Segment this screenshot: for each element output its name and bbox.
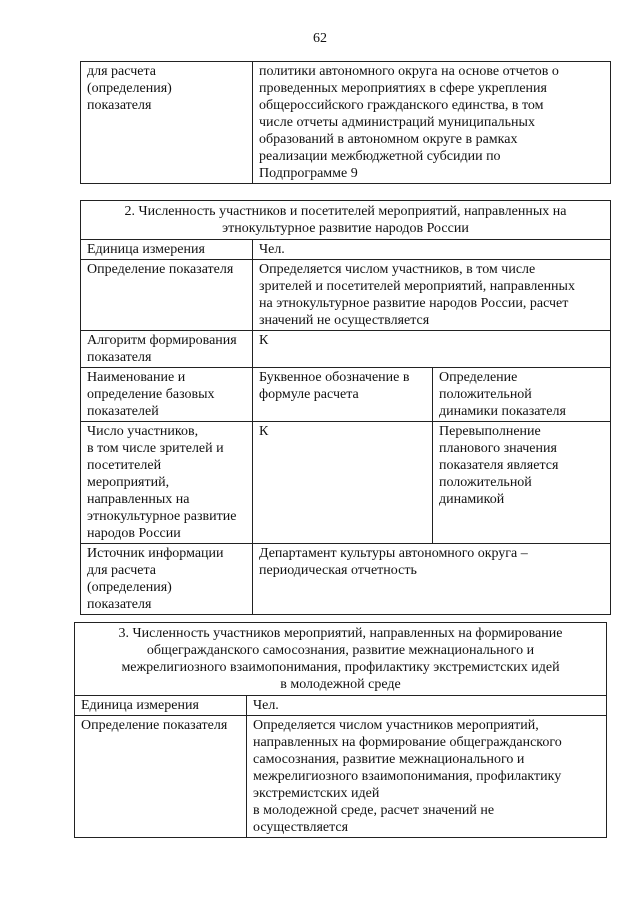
indicator-table-continued	[80, 61, 611, 184]
definition-label: Определение показателя	[81, 260, 253, 331]
table-row	[81, 368, 611, 422]
base-dynamics-label: Определение положительной динамики показателя	[433, 368, 611, 422]
table-header-row	[81, 201, 611, 240]
table-row	[75, 716, 607, 838]
definition-value: Определяется числом участников, в том числе зрителей и посетителей мероприятий, направленных на этнокультурное развитие народов России, расчет значений не осуществляется	[253, 260, 611, 331]
indicator-title: 3. Численность участников мероприятий, направленных на формирование общегражданского самосознания, развитие межнационального и межрелигиозного взаимопонимания, профилактику экстремистских идей в молодежной среде	[75, 623, 607, 696]
unit-value: Чел.	[253, 240, 611, 260]
count-dynamics: Перевыполнение планового значения показателя является положительной динамикой	[433, 422, 611, 544]
table-row	[75, 696, 607, 716]
unit-label: Единица измерения	[75, 696, 247, 716]
source-value: Департамент культуры автономного округа – периодическая отчетность	[253, 544, 611, 615]
row-value: политики автономного округа на основе отчетов о проведенных мероприятиях в сфере укрепления общероссийского гражданского единства, в том числе отчеты администраций муниципальных образований в автономном округе в рамках реализации межбюджетной субсидии по Подпрограмме 9	[253, 62, 611, 184]
algorithm-value: К	[253, 331, 611, 368]
table-header-row	[75, 623, 607, 696]
table-row	[81, 62, 611, 184]
definition-value: Определяется числом участников мероприятий, направленных на формирование общегражданского самосознания, развитие межнационального и межрелигиозного взаимопонимания, профилактику экстремистских идей в молодежной среде, расчет значений не осуществляется	[247, 716, 607, 838]
table-row	[81, 422, 611, 544]
page-number: 62	[313, 31, 327, 46]
table-row	[81, 331, 611, 368]
definition-label: Определение показателя	[75, 716, 247, 838]
table-row	[81, 544, 611, 615]
unit-label: Единица измерения	[81, 240, 253, 260]
algorithm-label: Алгоритм формирования показателя	[81, 331, 253, 368]
base-name-label: Наименование и определение базовых показателей	[81, 368, 253, 422]
indicator-table-2	[80, 200, 611, 615]
table-row	[81, 260, 611, 331]
base-letter-label: Буквенное обозначение в формуле расчета	[253, 368, 433, 422]
row-label: для расчета (определения) показателя	[81, 62, 253, 184]
indicator-title: 2. Численность участников и посетителей мероприятий, направленных на этнокультурное развитие народов России	[81, 201, 611, 240]
unit-value: Чел.	[247, 696, 607, 716]
table-row	[81, 240, 611, 260]
indicator-table-3	[74, 622, 607, 838]
count-letter: К	[253, 422, 433, 544]
count-label: Число участников, в том числе зрителей и посетителей мероприятий, направленных на этнокультурное развитие народов России	[81, 422, 253, 544]
source-label: Источник информации для расчета (определения) показателя	[81, 544, 253, 615]
